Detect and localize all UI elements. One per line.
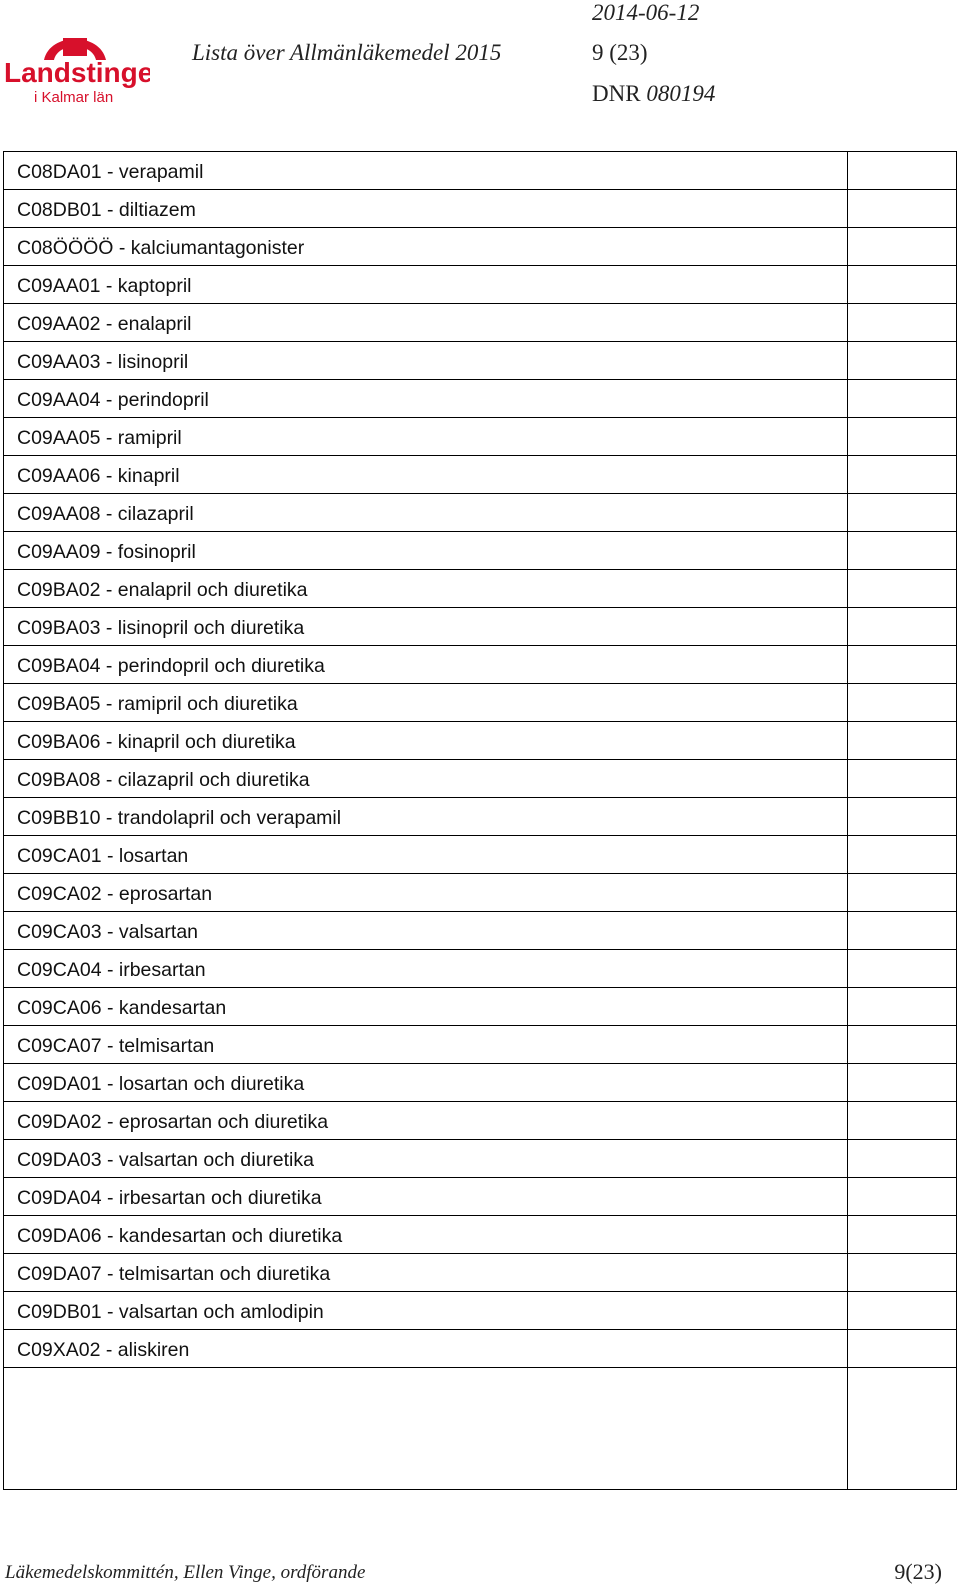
table-row-empty-cell (848, 1330, 956, 1368)
table-row-label: C09CA06 - kandesartan (17, 997, 227, 1019)
table-row-label: C09AA02 - enalapril (17, 313, 192, 335)
page-indicator: 9 (23) (592, 40, 648, 65)
table-row-label: C09DA07 - telmisartan och diuretika (17, 1263, 331, 1285)
table-row-empty-cell (848, 1292, 956, 1330)
table-row (4, 646, 847, 684)
list-title: Lista över Allmänläkemedel 2015 (192, 40, 502, 65)
table-row (4, 304, 847, 342)
table-row (4, 1330, 847, 1368)
table-row (4, 266, 847, 304)
table-row-empty-cell (848, 988, 956, 1026)
table-row-empty-cell (848, 228, 956, 266)
table-row (4, 570, 847, 608)
footer-page-number: 9(23) (894, 1559, 942, 1584)
table-row (4, 1254, 847, 1292)
table-row-empty-cell (848, 494, 956, 532)
table-row (4, 1102, 847, 1140)
table-row-label: C09BA08 - cilazapril och diuretika (17, 769, 310, 791)
table-row-empty-cell (848, 1064, 956, 1102)
table-row (4, 684, 847, 722)
table-row-label: C08ÖÖÖÖ - kalciumantagonister (17, 237, 305, 259)
table-row (4, 532, 847, 570)
footer-committee: Läkemedelskommittén, Ellen Vinge, ordförande (5, 1562, 366, 1583)
dnr-number: 080194 (646, 81, 716, 106)
table-row-empty-cell (848, 1102, 956, 1140)
table-row-label: C09BA03 - lisinopril och diuretika (17, 617, 305, 639)
table-row-label: C08DA01 - verapamil (17, 161, 204, 183)
table-row (4, 1064, 847, 1102)
table-row-label: C09DA04 - irbesartan och diuretika (17, 1187, 322, 1209)
logo-arch-icon (0, 22, 150, 107)
table-row (4, 1026, 847, 1064)
table-row-label: C09AA09 - fosinopril (17, 541, 196, 563)
table-row-label: C09BA05 - ramipril och diuretika (17, 693, 298, 715)
table-row (4, 1216, 847, 1254)
table-row (4, 760, 847, 798)
table-row-empty-cell (848, 646, 956, 684)
table-row-label: C09AA04 - perindopril (17, 389, 209, 411)
table-row-label: C09CA02 - eprosartan (17, 883, 213, 905)
table-row-label: C09BA04 - perindopril och diuretika (17, 655, 325, 677)
table-row (4, 874, 847, 912)
table-row-empty-cell (848, 1178, 956, 1216)
table-row-empty-cell (848, 1216, 956, 1254)
table-row-empty-cell (848, 836, 956, 874)
table-row (4, 988, 847, 1026)
table-row-label: C09CA03 - valsartan (17, 921, 199, 943)
table-row-empty-cell (848, 456, 956, 494)
table-row-empty-cell (848, 1254, 956, 1292)
table-row-empty-cell (848, 152, 956, 190)
table-row-empty-cell (848, 266, 956, 304)
dnr-reference (592, 81, 715, 107)
table-row-label: C09BA02 - enalapril och diuretika (17, 579, 308, 601)
table-row (4, 1140, 847, 1178)
table-row (4, 152, 847, 190)
table-row-empty-cell (848, 418, 956, 456)
table-row-label: C09CA04 - irbesartan (17, 959, 206, 981)
table-row-label: C09BB10 - trandolapril och verapamil (17, 807, 342, 829)
table-row-empty-cell (848, 874, 956, 912)
table-row-empty-cell (848, 798, 956, 836)
table-row (4, 1178, 847, 1216)
table-row (4, 342, 847, 380)
logo-text-sub: i Kalmar län (34, 89, 114, 106)
table-row-empty-cell (848, 342, 956, 380)
table-row (4, 418, 847, 456)
medication-table (3, 151, 957, 1490)
table-row-label: C09DA02 - eprosartan och diuretika (17, 1111, 329, 1133)
table-row (4, 190, 847, 228)
table-row-label: C09CA07 - telmisartan (17, 1035, 215, 1057)
table-row-empty-cell (848, 912, 956, 950)
table-row-empty-cell (848, 722, 956, 760)
table-row (4, 950, 847, 988)
table-row (4, 1292, 847, 1330)
table-row-label: C09DA03 - valsartan och diuretika (17, 1149, 314, 1171)
table-row-empty-cell (848, 304, 956, 342)
table-row-empty-cell (848, 684, 956, 722)
table-row-empty-cell (848, 1026, 956, 1064)
table-row-label: C09DB01 - valsartan och amlodipin (17, 1301, 324, 1323)
table-row (4, 456, 847, 494)
table-row (4, 228, 847, 266)
table-row-label: C09BA06 - kinapril och diuretika (17, 731, 296, 753)
table-row (4, 494, 847, 532)
table-row (4, 798, 847, 836)
table-row-label: C09AA08 - cilazapril (17, 503, 194, 525)
table-row-label: C09XA02 - aliskiren (17, 1339, 190, 1361)
table-row-label: C08DB01 - diltiazem (17, 199, 196, 221)
table-row-label: C09CA01 - losartan (17, 845, 189, 867)
table-row (4, 608, 847, 646)
table-row (4, 722, 847, 760)
table-row-label: C09DA01 - losartan och diuretika (17, 1073, 305, 1095)
table-row (4, 912, 847, 950)
table-row-empty-cell (848, 570, 956, 608)
table-row (4, 380, 847, 418)
table-row-label: C09DA06 - kandesartan och diuretika (17, 1225, 343, 1247)
table-row-empty-cell (848, 950, 956, 988)
landstinget-logo (0, 22, 150, 107)
dnr-label: DNR (592, 81, 641, 106)
table-row-empty-cell (848, 1140, 956, 1178)
table-row-label: C09AA06 - kinapril (17, 465, 180, 487)
table-row-empty-cell (848, 380, 956, 418)
document-date: 2014-06-12 (592, 0, 700, 25)
table-row-empty-cell (848, 532, 956, 570)
table-row-empty-cell (848, 608, 956, 646)
table-row-label: C09AA03 - lisinopril (17, 351, 189, 373)
table-row-empty-cell (848, 760, 956, 798)
table-row-label: C09AA05 - ramipril (17, 427, 182, 449)
logo-text-main: Landstinget (4, 57, 150, 88)
table-row-label: C09AA01 - kaptopril (17, 275, 192, 297)
table-row (4, 836, 847, 874)
table-row-empty-cell (848, 190, 956, 228)
